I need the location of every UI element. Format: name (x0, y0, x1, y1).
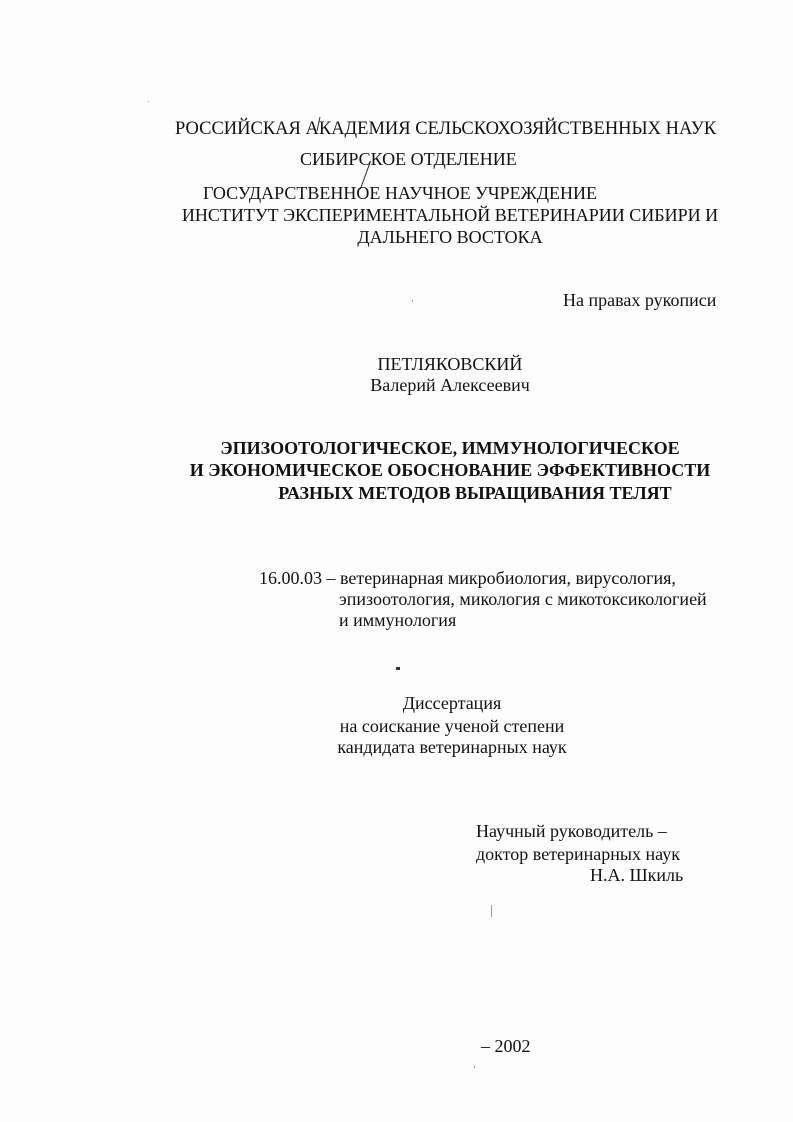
scan-speck (412, 300, 413, 302)
degree-line-2: на соискание ученой степени (339, 716, 565, 736)
author-given-names: Валерий Алексеевич (370, 375, 530, 395)
title-line-3: РАЗНЫХ МЕТОДОВ ВЫРАЩИВАНИЯ ТЕЛЯТ (278, 483, 672, 503)
supervisor-name: Н.А. Шкиль (590, 865, 684, 885)
scan-speck (474, 1066, 475, 1068)
specialty-line-3: и иммунология (339, 610, 457, 630)
author-surname: ПЕТЛЯКОВСКИЙ (377, 354, 523, 374)
specialty-line-1: 16.00.03 – ветеринарная микробиология, вирусология, (259, 568, 676, 588)
academy-name: РОССИЙСКАЯ АКАДЕМИЯ СЕЛЬСКОХОЗЯЙСТВЕННЫХ НАУК (175, 119, 717, 139)
division-name: СИБИРСКОЕ ОТДЕЛЕНИЕ (300, 149, 517, 169)
supervisor-line-2: доктор ветеринарных наук (476, 844, 680, 864)
institution-line-3: ДАЛЬНЕГО ВОСТОКА (357, 227, 543, 247)
institution-line-1: ГОСУДАРСТВЕННОЕ НАУЧНОЕ УЧРЕЖДЕНИЕ (202, 183, 598, 203)
scan-speck (491, 905, 492, 917)
manuscript-note: На правах рукописи (563, 290, 717, 310)
year: – 2002 (481, 1036, 531, 1056)
title-line-1: ЭПИЗООТОЛОГИЧЕСКОЕ, ИММУНОЛОГИЧЕСКОЕ (220, 438, 680, 458)
institution-line-2: ИНСТИТУТ ЭКСПЕРИМЕНТАЛЬНОЙ ВЕТЕРИНАРИИ СИБИРИ И (181, 205, 719, 225)
supervisor-line-1: Научный руководитель – (476, 821, 667, 841)
degree-line-1: Диссертация (402, 693, 502, 713)
scan-speck (396, 667, 400, 670)
title-line-2: И ЭКОНОМИЧЕСКОЕ ОБОСНОВАНИЕ ЭФФЕКТИВНОСТИ (189, 460, 711, 480)
degree-line-3: кандидата ветеринарных наук (337, 737, 567, 757)
scan-speck (148, 101, 149, 102)
specialty-line-2: эпизоотология, микология с микотоксикологией (339, 589, 707, 609)
